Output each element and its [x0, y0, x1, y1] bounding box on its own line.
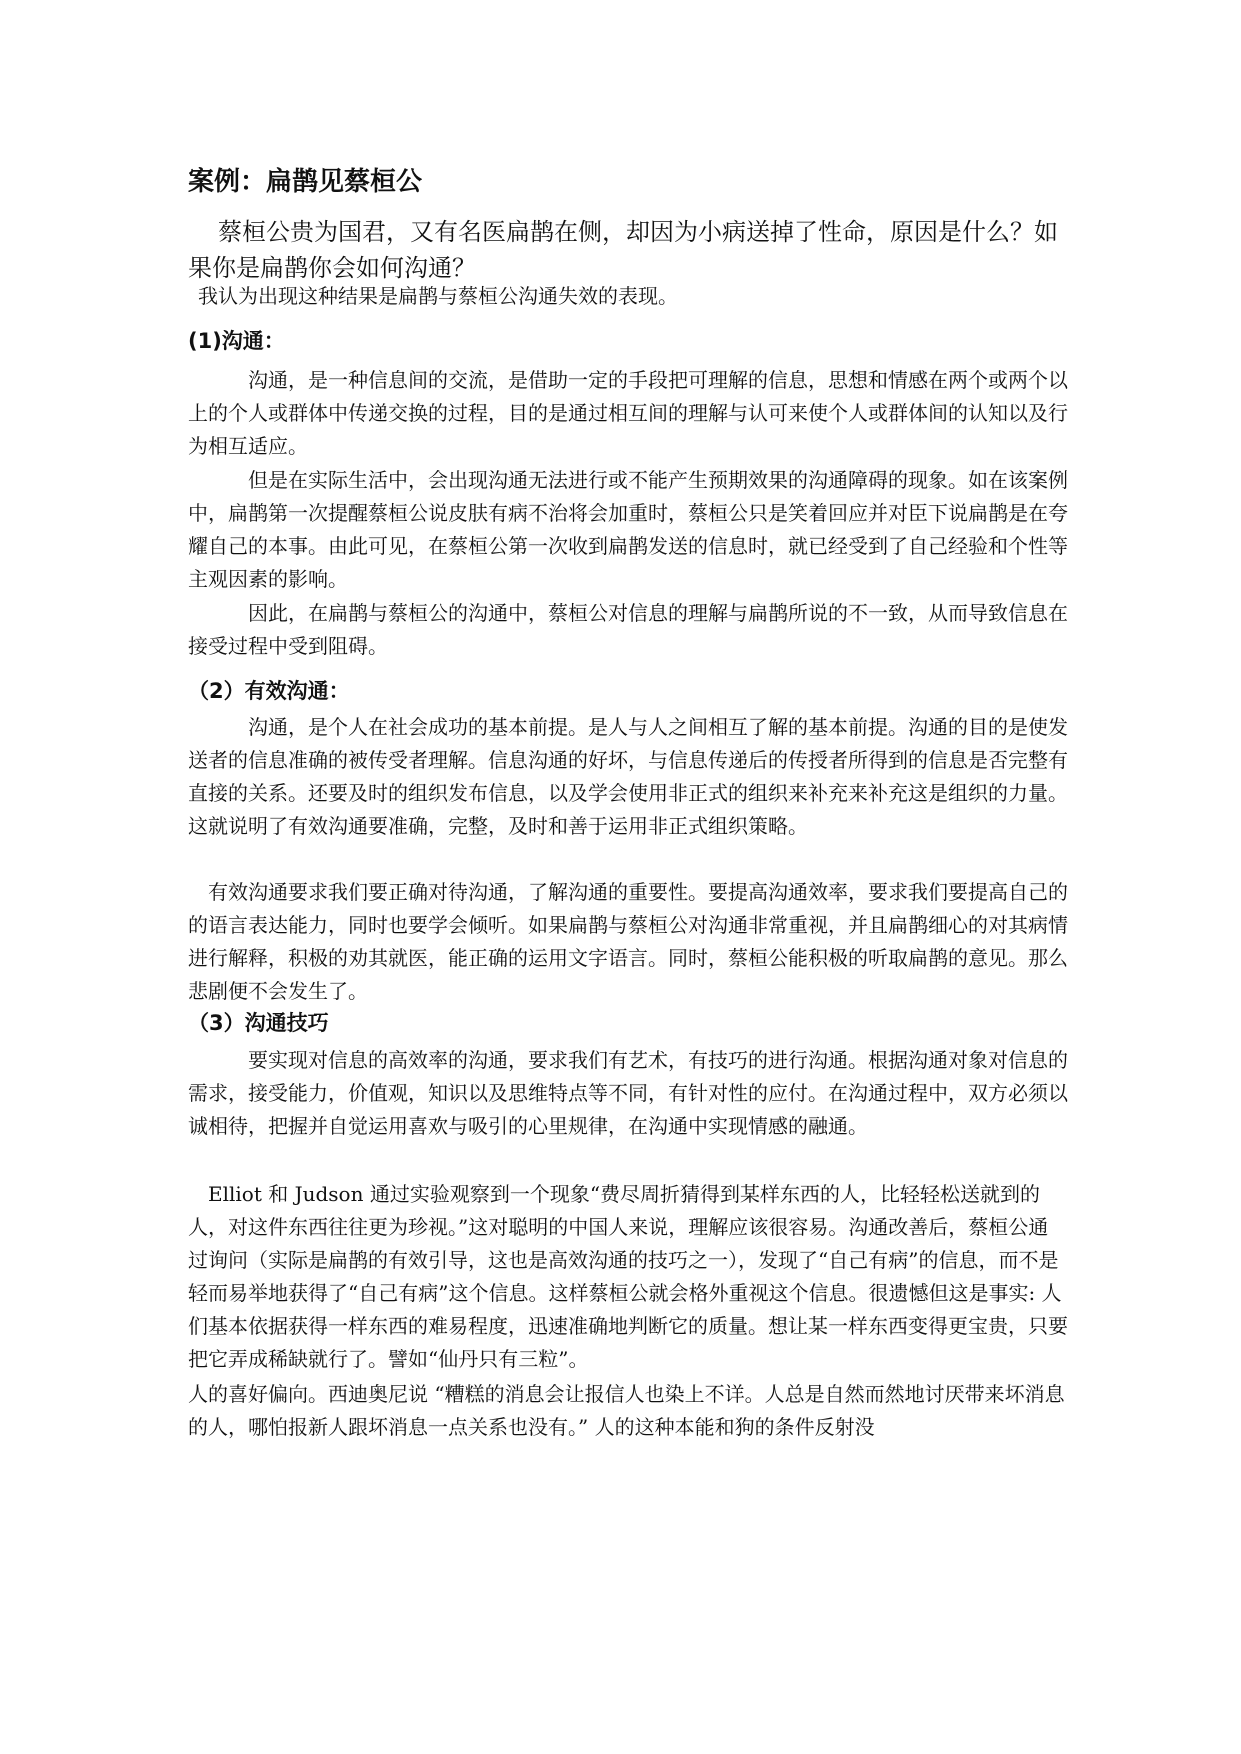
- case-question: 蔡桓公贵为国君，又有名医扁鹊在侧，却因为小病送掉了性命，原因是什么？如果你是扁鹊你会如何沟通？: [188, 218, 1058, 282]
- section-2-paragraph-2: 有效沟通要求我们要正确对待沟通，了解沟通的重要性。要提高沟通效率，要求我们要提高自己的的语言表达能力，同时也要学会倾听。如果扁鹊与蔡桓公对沟通非常重视，并且扁鹊细心的对其病情进行解释，积极的劝其就医，能正确的运用文字语言。同时，蔡桓公能积极的听取扁鹊的意见。那么悲剧便不会发生了。: [188, 880, 1068, 1003]
- section-heading-communication-skills: （3）沟通技巧: [188, 1011, 329, 1035]
- section-3-paragraph-1: 要实现对信息的高效率的沟通，要求我们有艺术，有技巧的进行沟通。根据沟通对象对信息的需求，接受能力，价值观，知识以及思维特点等不同，有针对性的应付。在沟通过程中，双方必须以诚相待，把握并自觉运用喜欢与吸引的心里规律，在沟通中实现情感的融通。: [188, 1048, 1068, 1138]
- section-1-paragraph-1: 沟通，是一种信息间的交流，是借助一定的手段把可理解的信息，思想和情感在两个或两个以上的个人或群体中传递交换的过程，目的是通过相互间的理解与认可来使个人或群体间的认知以及行为相互适应。: [188, 368, 1068, 458]
- section-heading-effective-communication: （2）有效沟通：: [188, 679, 350, 703]
- document-title: 案例：扁鹊见蔡桓公: [188, 167, 423, 197]
- section-3-paragraph-2: Elliot 和 Judson 通过实验观察到一个现象“费尽周折猜得到某样东西的人，比轻轻松送就到的人，对这件东西往往更为珍视。”这对聪明的中国人来说，理解应该很容易。沟通改善后，蔡桓公通过询问（实际是扁鹊的有效引导，这也是高效沟通的技巧之一），发现了“自己有病”的信息，而不是轻而易举地获得了“自己有病”这个信息。这样蔡桓公就会格外重视这个信息。很遗憾但这是事实: 人们基本依据获得一样东西的难易程度，迅速准确地判断它的质量。想让某一样东西变得更宝贵，只要把它弄成稀缺就行了。譬如“仙丹只有三粒”。: [188, 1182, 1068, 1371]
- intro-paragraph: 我认为出现这种结果是扁鹊与蔡桓公沟通失效的表现。: [198, 284, 678, 308]
- section-1-paragraph-2: 但是在实际生活中，会出现沟通无法进行或不能产生预期效果的沟通障碍的现象。如在该案例中，扁鹊第一次提醒蔡桓公说皮肤有病不治将会加重时，蔡桓公只是笑着回应并对臣下说扁鹊是在夸耀自己的本事。由此可见，在蔡桓公第一次收到扁鹊发送的信息时，就已经受到了自己经验和个性等主观因素的影响。: [188, 468, 1068, 591]
- section-1-paragraph-3: 因此，在扁鹊与蔡桓公的沟通中，蔡桓公对信息的理解与扁鹊所说的不一致，从而导致信息在接受过程中受到阻碍。: [188, 601, 1068, 658]
- section-heading-communication: (1)沟通：: [188, 329, 285, 353]
- section-2-paragraph-1: 沟通，是个人在社会成功的基本前提。是人与人之间相互了解的基本前提。沟通的目的是使发送者的信息准确的被传受者理解。信息沟通的好坏，与信息传递后的传授者所得到的信息是否完整有直接的关系。还要及时的组织发布信息，以及学会使用非正式的组织来补充来补充这是组织的力量。这就说明了有效沟通要准确，完整，及时和善于运用非正式组织策略。: [188, 715, 1068, 838]
- section-3-paragraph-3: 人的喜好偏向。西迪奥尼说 “糟糕的消息会让报信人也染上不详。人总是自然而然地讨厌带来坏消息的人，哪怕报新人跟坏消息一点关系也没有。” 人的这种本能和狗的条件反射没: [188, 1382, 1065, 1439]
